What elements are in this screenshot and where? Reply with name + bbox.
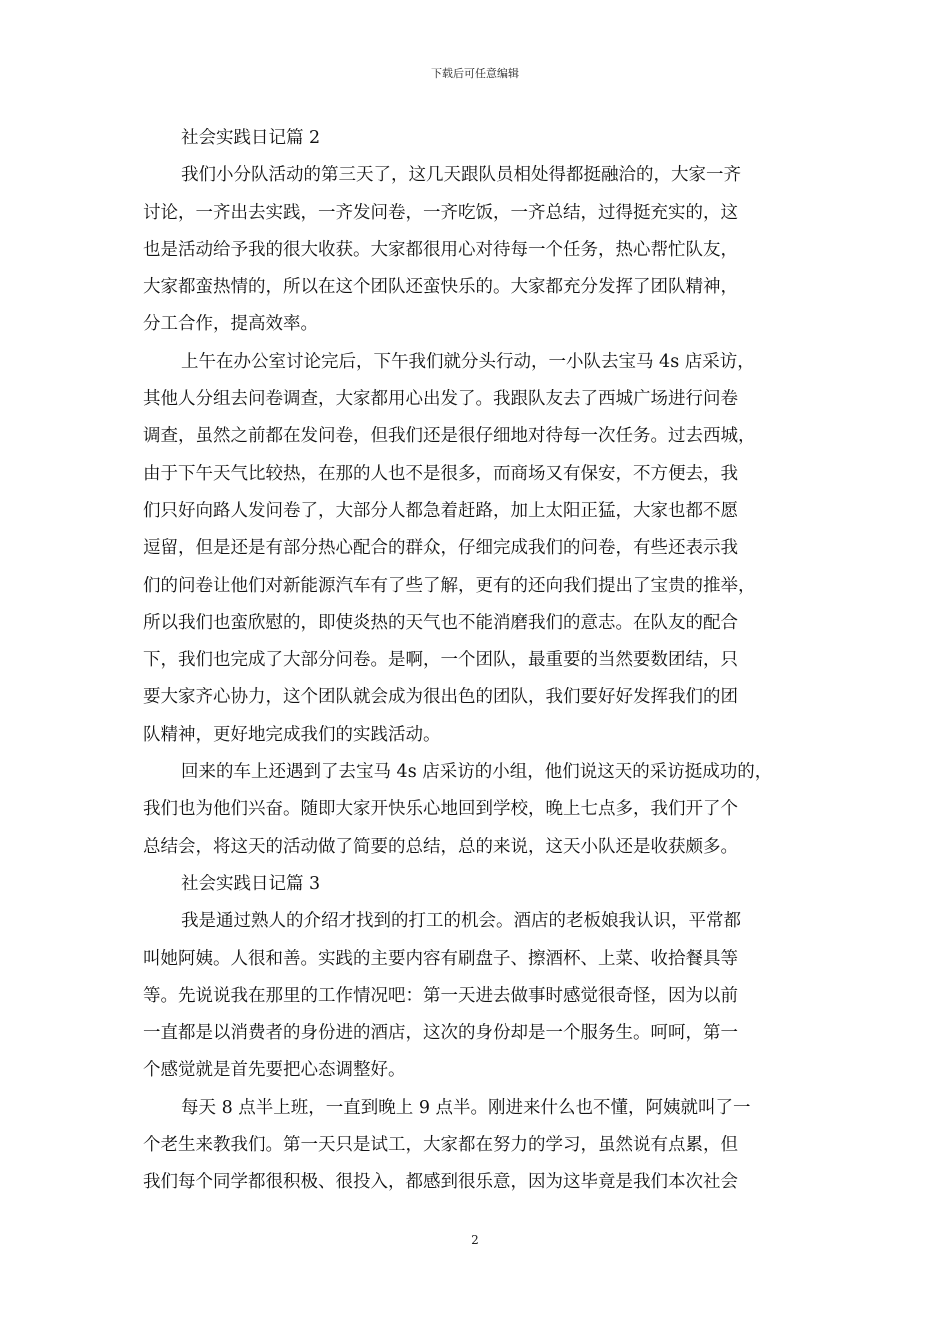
- text-line: 讨论，一齐出去实践，一齐发问卷，一齐吃饭，一齐总结，过得挺充实的，这: [143, 202, 738, 223]
- text-line: 每天 8 点半上班，一直到晚上 9 点半。刚进来什么也不懂，阿姨就叫了一: [181, 1097, 751, 1118]
- text-line: 一直都是以消费者的身份进的酒店，这次的身份却是一个服务生。呵呵，第一: [143, 1023, 738, 1044]
- text-line: 总结会，将这天的活动做了简要的总结，总的来说，这天小队还是收获颇多。: [143, 836, 738, 857]
- text-line: 其他人分组去问卷调查，大家都用心出发了。我跟队友去了西城广场进行问卷: [143, 389, 738, 410]
- document-body: [143, 120, 811, 1202]
- text-line: 我是通过熟人的介绍才找到的打工的机会。酒店的老板娘我认识，平常都: [181, 911, 741, 932]
- section-heading: 社会实践日记篇 2: [181, 128, 321, 148]
- text-line: 分工合作，提高效率。: [143, 314, 318, 335]
- text-line: 们的问卷让他们对新能源汽车有了些了解，更有的还向我们提出了宝贵的推举，: [143, 575, 756, 596]
- text-line: 个感觉就是首先要把心态调整好。: [143, 1060, 406, 1081]
- text-line: 个老生来教我们。第一天只是试工，大家都在努力的学习，虽然说有点累，但: [143, 1135, 738, 1156]
- text-line: 由于下午天气比较热，在那的人也不是很多，而商场又有保安，不方便去，我: [143, 463, 738, 484]
- text-line: 我们每个同学都很积极、很投入，都感到很乐意，因为这毕竟是我们本次社会: [143, 1172, 738, 1193]
- page-header-note: 下载后可任意编辑: [431, 67, 519, 80]
- section-heading: 社会实践日记篇 3: [181, 873, 321, 894]
- text-line: 下，我们也完成了大部分问卷。是啊，一个团队，最重要的当然要数团结，只: [143, 650, 738, 671]
- text-line: 大家都蛮热情的，所以在这个团队还蛮快乐的。大家都充分发挥了团队精神，: [143, 277, 738, 298]
- text-line: 叫她阿姨。人很和善。实践的主要内容有刷盘子、擦酒杯、上菜、收拾餐具等: [143, 948, 738, 969]
- text-line: 等。先说说我在那里的工作情况吧：第一天进去做事时感觉很奇怪，因为以前: [143, 985, 738, 1006]
- page-number: 2: [471, 1233, 479, 1247]
- text-line: 我们小分队活动的第三天了，这几天跟队员相处得都挺融洽的，大家一齐: [181, 165, 741, 186]
- text-line: 逗留，但是还是有部分热心配合的群众，仔细完成我们的问卷，有些还表示我: [143, 538, 738, 559]
- text-line: 所以我们也蛮欣慰的，即使炎热的天气也不能消磨我们的意志。在队友的配合: [143, 612, 738, 633]
- text-line: 上午在办公室讨论完后，下午我们就分头行动，一小队去宝马 4s 店采访，: [181, 351, 755, 372]
- text-line: 调查，虽然之前都在发问卷，但我们还是很仔细地对待每一次任务。过去西城，: [143, 426, 756, 447]
- text-line: 们只好向路人发问卷了，大部分人都急着赶路，加上太阳正猛，大家也都不愿: [143, 500, 738, 521]
- text-line: 回来的车上还遇到了去宝马 4s 店采访的小组，他们说这天的采访挺成功的，: [181, 762, 773, 783]
- text-line: 队精神，更好地完成我们的实践活动。: [143, 724, 441, 745]
- text-line: 也是活动给予我的很大收获。大家都很用心对待每一个任务，热心帮忙队友，: [143, 239, 738, 260]
- text-line: 我们也为他们兴奋。随即大家开快乐心地回到学校，晚上七点多，我们开了个: [143, 799, 738, 820]
- text-line: 要大家齐心协力，这个团队就会成为很出色的团队，我们要好好发挥我们的团: [143, 687, 738, 708]
